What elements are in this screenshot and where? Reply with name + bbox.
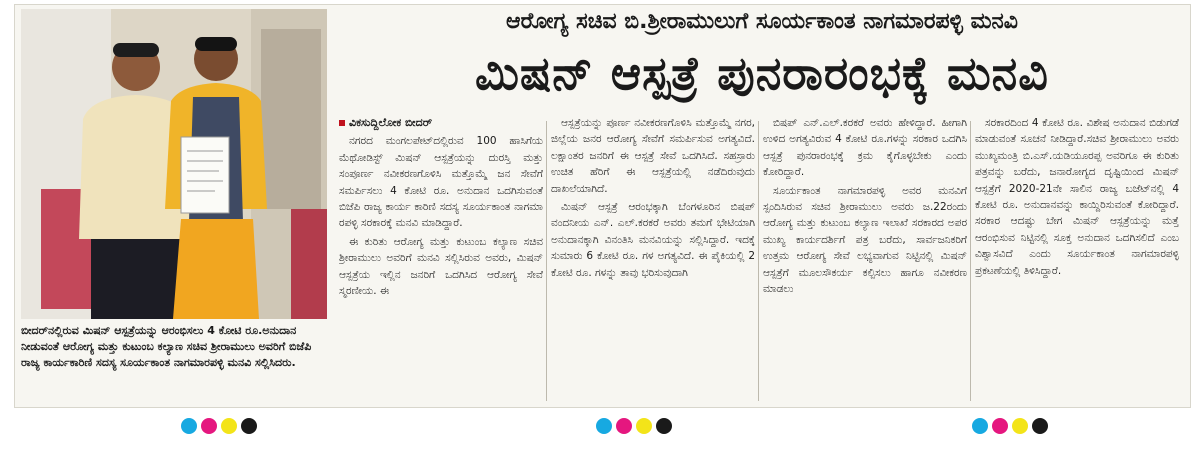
yellow-dot bbox=[1012, 418, 1028, 434]
color-registration-marks-center bbox=[596, 418, 672, 434]
article-column-1 bbox=[339, 115, 543, 403]
newspaper-clipping bbox=[14, 4, 1191, 408]
column-divider bbox=[546, 121, 547, 401]
article-column-3 bbox=[763, 115, 967, 403]
article-body bbox=[337, 115, 1187, 405]
yellow-dot bbox=[221, 418, 237, 434]
byline bbox=[339, 115, 543, 131]
photo-caption: ಬೀದರ್‌ನಲ್ಲಿರುವ ಮಿಷನ್ ಆಸ್ಪತ್ರೆಯನ್ನು ಆರಂಭಿಸಲು 4 ಕೋಟಿ ರೂ.ಅನುದಾನ ನೀಡುವಂತೆ ಆರೋಗ್ಯ ಮತ್ತು ಕುಟುಂಬ ಕಲ್ಯಾಣ ಸಚಿವ ಶ್ರೀರಾಮುಲು ಅವರಿಗೆ ಬಿಜೆಪಿ ರಾಜ್ಯ ಕಾರ್ಯಕಾರಿಣಿ ಸದಸ್ಯ ಸೂರ್ಯಕಾಂತ ನಾಗಮಾರಪಳ್ಳಿ ಮನವಿ ಸಲ್ಲಿಸಿದರು. bbox=[21, 324, 312, 369]
byline-text: ವಿಕಸುದ್ದಿಲೋಕ ಬೀದರ್ bbox=[349, 116, 433, 129]
magenta-dot bbox=[616, 418, 632, 434]
color-registration-marks-right bbox=[972, 418, 1048, 434]
paragraph: ಸೂರ್ಯಕಾಂತ ನಾಗಮಾರಪಳ್ಳಿ ಅವರ ಮನವಿಗೆ ಸ್ಪಂದಿಸಿರುವ ಸಚಿವ ಶ್ರೀರಾಮುಲು ಅವರು ಜ.22ರಂದು ಆರೋಗ್ಯ ಮತ್ತು ಕುಟುಂಬ ಕಲ್ಯಾಣ ಇಲಾಖೆ ಸರಕಾರದ ಅಪರ ಮುಖ್ಯ ಕಾರ್ಯದರ್ಶಿಗೆ ಪತ್ರ ಬರೆದು, ಸಾರ್ವಜನಿಕರಿಗೆ ಉತ್ತಮ ಆರೋಗ್ಯ ಸೇವೆ ಲಭ್ಯವಾಗುವ ನಿಟ್ಟಿನಲ್ಲಿ ಮಿಷನ್ ಆಸ್ಪತ್ರೆಗೆ ಮೂಲಸೌಕರ್ಯ ಕಲ್ಪಿಸಲು ಹಾಗೂ ನವೀಕರಣ ಮಾಡಲು bbox=[763, 184, 967, 296]
column-divider bbox=[970, 121, 971, 401]
paragraph: ನಗರದ ಮಂಗಲಪೇಟ್‌ದಲ್ಲಿರುವ 100 ಹಾಸಿಗೆಯ ಮೆಥೋಡಿಸ್ಟ್ ಮಿಷನ್ ಆಸ್ಪತ್ರೆಯನ್ನು ದುರಸ್ತಿ ಮತ್ತು ಸಂಪೂರ್ಣ ನವೀಕರಣಗೊಳಿಸಿ ಮತ್ತೊಮ್ಮೆ ಜನ ಸೇವೆಗೆ ಸಮರ್ಪಿಸಲು 4 ಕೋಟಿ ರೂ. ಅನುದಾನ ಒದಗಿಸುವಂತೆ ಬಿಜೆಪಿ ರಾಜ್ಯ ಕಾರ್ಯ ಕಾರಿಣಿ ಸದಸ್ಯ ಸೂರ್ಯಕಾಂತ ನಾಗಮಾ ರಪಳ್ಳಿ ಸರಕಾರಕ್ಕೆ ಮನವಿ ಮಾಡಿದ್ದಾರೆ. bbox=[339, 135, 543, 230]
paragraph: ಬಿಷಪ್ ಎನ್.ಎಲ್.ಕರಕರೆ ಅವರು ಹೇಳಿದ್ದಾರೆ. ಹೀಗಾಗಿ ಉಳಿದ ಅಗತ್ಯವಿರುವ 4 ಕೋಟಿ ರೂ.ಗಳನ್ನು ಸರಕಾರ ಒದಗಿಸಿ ಆಸ್ಪತ್ರೆ ಪುನರಾರಂಭಕ್ಕೆ ಕ್ರಮ ಕೈಗೊಳ್ಳಬೇಕು ಎಂದು ಕೋರಿದ್ದಾರೆ. bbox=[763, 117, 967, 179]
yellow-dot bbox=[636, 418, 652, 434]
magenta-dot bbox=[201, 418, 217, 434]
main-headline: ಮಿಷನ್ ಆಸ್ಪತ್ರೆ ಪುನರಾರಂಭಕ್ಕೆ ಮನವಿ bbox=[475, 46, 1049, 100]
news-photo bbox=[21, 9, 327, 319]
kicker-headline: ಆರೋಗ್ಯ ಸಚಿವ ಬಿ.ಶ್ರೀರಾಮುಲುಗೆ ಸೂರ್ಯಕಾಂತ ನಾಗಮಾರಪಳ್ಳಿ ಮನವಿ bbox=[506, 9, 1018, 34]
color-registration-marks-left bbox=[181, 418, 257, 434]
black-dot bbox=[656, 418, 672, 434]
black-dot bbox=[241, 418, 257, 434]
bullet-square-icon bbox=[339, 120, 345, 126]
cyan-dot bbox=[596, 418, 612, 434]
column-divider bbox=[758, 121, 759, 401]
paragraph: ಆಸ್ಪತ್ರೆಯನ್ನು ಪೂರ್ಣ ನವೀಕರಣಗೊಳಿಸಿ ಮತ್ತೊಮ್ಮೆ ನಗರ, ಜಿಲ್ಲೆಯ ಜನರ ಆರೋಗ್ಯ ಸೇವೆಗೆ ಸಮರ್ಪಿಸುವ ಅಗತ್ಯವಿದೆ. ಲಕ್ಷಾಂತರ ಜನರಿಗೆ ಈ ಆಸ್ಪತ್ರೆ ಸೇವೆ ಒದಗಿಸಿದೆ. ಸಹಸ್ರಾರು ಉಚಿತ ಹೆರಿಗೆ ಈ ಆಸ್ಪತ್ರೆಯಲ್ಲಿ ನಡೆದಿರುವುದು ದಾಖಲೆಯಾಗಿದೆ. bbox=[551, 117, 755, 195]
article-column-4 bbox=[975, 115, 1179, 403]
cyan-dot bbox=[181, 418, 197, 434]
photo-illustration bbox=[21, 9, 327, 319]
article-column-2 bbox=[551, 115, 755, 403]
paragraph: ಸರಕಾರದಿಂದ 4 ಕೋಟಿ ರೂ. ವಿಶೇಷ ಅನುದಾನ ಬಿಡುಗಡೆ ಮಾಡುವಂತೆ ಸೂಚನೆ ನೀಡಿದ್ದಾರೆ.ಸಚಿವ ಶ್ರೀರಾಮುಲು ಅವರು ಮುಖ್ಯಮಂತ್ರಿ ಬಿ.ಎಸ್.ಯಡಿಯೂರಪ್ಪ ಅವರಿಗೂ ಈ ಕುರಿತು ಪತ್ರವನ್ನು ಬರೆದು, ಜನಾರೋಗ್ಯದ ದೃಷ್ಟಿಯಿಂದ ಮಿಷನ್ ಆಸ್ಪತ್ರೆಗೆ 2020-21ನೇ ಸಾಲಿನ ರಾಜ್ಯ ಬಜೆಟ್‌ನಲ್ಲಿ 4 ಕೋಟಿ ರೂ. ಅನುದಾನವನ್ನು ಕಾಯ್ದಿರಿಸುವಂತೆ ಕೋರಿದ್ದಾರೆ. ಸರಕಾರ ಆದಷ್ಟು ಬೇಗ ಮಿಷನ್ ಆಸ್ಪತ್ರೆಯನ್ನು ಮತ್ತೆ ಆರಂಭಿಸುವ ನಿಟ್ಟಿನಲ್ಲಿ ಸೂಕ್ತ ಅನುದಾನ ಒದಗಿಸಲಿದೆ ಎಂಬ ವಿಶ್ವಾಸವಿದೆ ಎಂದು ಸೂರ್ಯಕಾಂತ ನಾಗಮಾರಪಳ್ಳಿ ಪ್ರಕಟಣೆಯಲ್ಲಿ ತಿಳಿಸಿದ್ದಾರೆ. bbox=[975, 117, 1179, 277]
paragraph: ಈ ಕುರಿತು ಆರೋಗ್ಯ ಮತ್ತು ಕುಟುಂಬ ಕಲ್ಯಾಣ ಸಚಿವ ಶ್ರೀರಾಮುಲು ಅವರಿಗೆ ಮನವಿ ಸಲ್ಲಿಸಿರುವ ಅವರು, ಮಿಷನ್ ಆಸ್ಪತ್ರೆಯ ಇಲ್ಲಿನ ಜನರಿಗೆ ಒದಗಿಸಿದ ಆರೋಗ್ಯ ಸೇವೆ ಸ್ಮರಣೀಯ. ಈ bbox=[339, 235, 543, 298]
paragraph: ಮಿಷನ್ ಆಸ್ಪತ್ರೆ ಆರಂಭಕ್ಕಾಗಿ ಬೆಂಗಳೂರಿನ ಬಿಷಪ್ ವಂದನೀಯ ಎನ್. ಎಲ್.ಕರಕರೆ ಅವರು ತಮಗೆ ಭೇಟಿಯಾಗಿ ಅನುದಾನಕ್ಕಾಗಿ ವಿನಂತಿಸಿ ಮನವಿಯನ್ನು ಸಲ್ಲಿಸಿದ್ದಾರೆ. ಇದಕ್ಕೆ ಸುಮಾರು 6 ಕೋಟಿ ರೂ. ಗಳ ಅಗತ್ಯವಿದೆ. ಈ ಪೈಕಿಯಲ್ಲಿ 2 ಕೋಟಿ ರೂ. ಗಳನ್ನು ತಾವು ಭರಿಸುವುದಾಗಿ bbox=[551, 201, 755, 279]
black-dot bbox=[1032, 418, 1048, 434]
magenta-dot bbox=[992, 418, 1008, 434]
cyan-dot bbox=[972, 418, 988, 434]
